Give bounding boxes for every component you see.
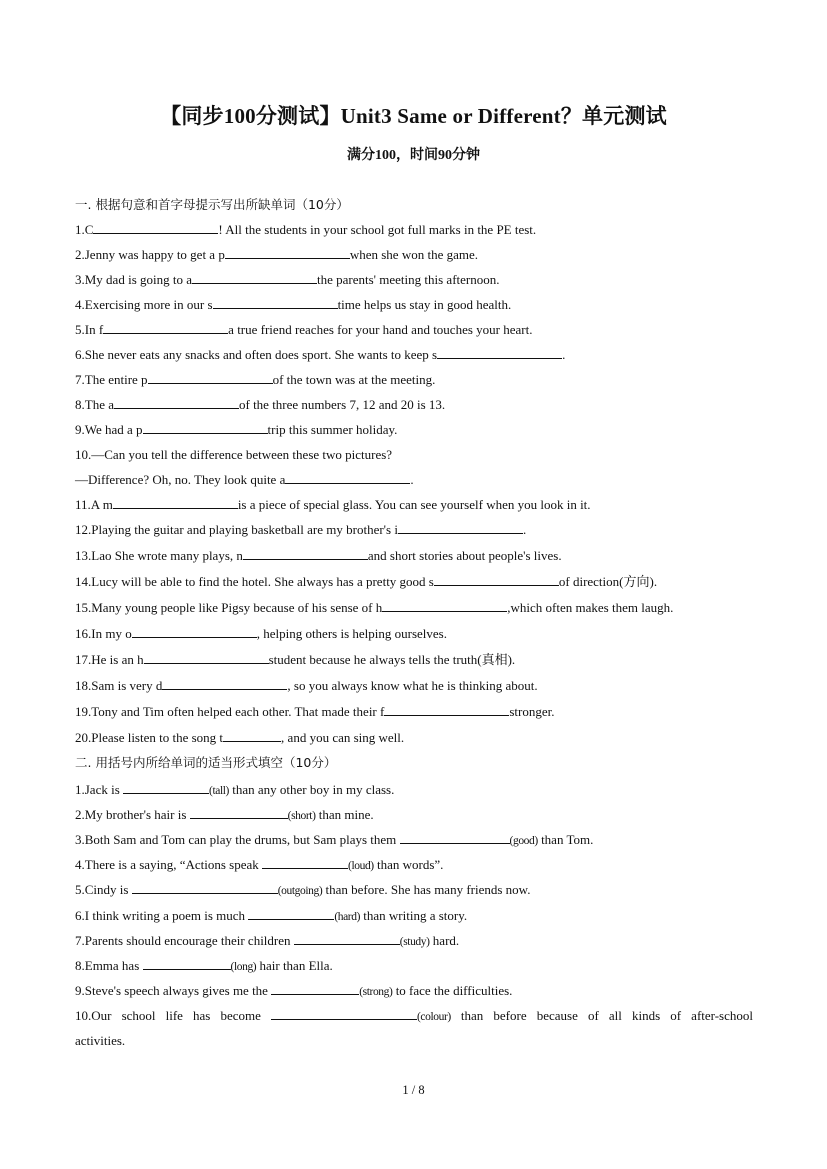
answer-blank[interactable] — [271, 982, 359, 995]
question-1-18: 18.Sam is very d , so you always know what he is thinking about. — [75, 678, 538, 693]
question-1-6: 6.She never eats any snacks and often does sport. She wants to keep s . — [75, 347, 566, 362]
section-one-heading: 一. 根据句意和首字母提示写出所缺单词（10分） — [75, 197, 349, 212]
answer-blank[interactable] — [190, 806, 288, 819]
question-1-9: 9.We had a p trip this summer holiday. — [75, 422, 398, 437]
question-1-8: 8.The a of the three numbers 7, 12 and 20 is 13. — [75, 397, 446, 412]
answer-blank[interactable] — [143, 957, 231, 970]
answer-blank[interactable] — [192, 271, 317, 284]
answer-blank[interactable] — [248, 907, 334, 920]
answer-blank[interactable] — [243, 547, 368, 560]
question-1-14: 14.Lucy will be able to find the hotel. She always has a pretty good s of direction(方向). — [75, 574, 658, 589]
answer-blank[interactable] — [113, 496, 238, 509]
answer-blank[interactable] — [162, 677, 287, 690]
question-1-7: 7.The entire p of the town was at the meeting. — [75, 372, 436, 387]
question-1-1: 1.C ! All the students in your school got full marks in the PE test. — [75, 222, 537, 237]
question-1-19: 19.Tony and Tim often helped each other. That made their f stronger. — [75, 704, 555, 719]
question-2-6: 6.I think writing a poem is much (hard) than writing a story. — [75, 908, 468, 923]
answer-blank[interactable] — [132, 625, 257, 638]
question-2-3: 3.Both Sam and Tom can play the drums, but Sam plays them (good) than Tom. — [75, 832, 594, 847]
question-1-17: 17.He is an h student because he always tells the truth(真相). — [75, 652, 516, 667]
answer-blank[interactable] — [223, 729, 281, 742]
answer-blank[interactable] — [434, 573, 559, 586]
answer-blank[interactable] — [123, 781, 209, 794]
answer-blank[interactable] — [103, 321, 228, 334]
answer-blank[interactable] — [143, 421, 268, 434]
question-1-4: 4.Exercising more in our s time helps us stay in good health. — [75, 297, 512, 312]
question-2-9: 9.Steve's speech always gives me the (strong) to face the difficulties. — [75, 983, 513, 998]
page-title: 【同步100分测试】Unit3 Same or Different？单元测试 — [160, 104, 667, 128]
answer-blank[interactable] — [398, 521, 523, 534]
question-1-3: 3.My dad is going to a the parents' meeting this afternoon. — [75, 272, 500, 287]
section-two-heading: 二. 用括号内所给单词的适当形式填空（10分） — [75, 755, 337, 770]
answer-blank[interactable] — [132, 881, 278, 894]
page-number: 1 / 8 — [402, 1083, 425, 1097]
question-1-13: 13.Lao She wrote many plays, n and short stories about people's lives. — [75, 548, 562, 563]
question-2-4: 4.There is a saying, “Actions speak (loud) than words”. — [75, 857, 444, 872]
question-2-10: 10.Our school life has become (colour) than before because of all kinds of after-school — [75, 1008, 753, 1023]
question-2-2: 2.My brother's hair is (short) than mine. — [75, 807, 374, 822]
answer-blank[interactable] — [262, 856, 348, 869]
question-1-5: 5.In f a true friend reaches for your hand and touches your heart. — [75, 322, 533, 337]
answer-blank[interactable] — [437, 346, 562, 359]
answer-blank[interactable] — [144, 651, 269, 664]
question-2-8: 8.Emma has (long) hair than Ella. — [75, 958, 333, 973]
answer-blank[interactable] — [294, 932, 400, 945]
answer-blank[interactable] — [285, 471, 410, 484]
answer-blank[interactable] — [225, 246, 350, 259]
question-1-20: 20.Please listen to the song t , and you can sing well. — [75, 730, 405, 745]
question-1-11: 11.A m is a piece of special glass. You can see yourself when you look in it. — [75, 497, 591, 512]
question-1-2: 2.Jenny was happy to get a p when she won the game. — [75, 247, 479, 262]
document-content — [75, 196, 753, 1049]
question-1-10b: —Difference? Oh, no. They look quite a . — [75, 472, 414, 487]
question-1-16: 16.In my o , helping others is helping ourselves. — [75, 626, 447, 641]
answer-blank[interactable] — [148, 371, 273, 384]
question-1-12: 12.Playing the guitar and playing basketball are my brother's i . — [75, 522, 527, 537]
answer-blank[interactable] — [213, 296, 338, 309]
question-1-15: 15.Many young people like Pigsy because of his sense of h ,which often makes them laugh. — [75, 600, 674, 615]
answer-blank[interactable] — [114, 396, 239, 409]
question-1-10a: 10.—Can you tell the difference between these two pictures? — [75, 447, 393, 462]
answer-blank[interactable] — [271, 1007, 417, 1020]
answer-blank[interactable] — [400, 831, 510, 844]
answer-blank[interactable] — [382, 599, 507, 612]
answer-blank[interactable] — [93, 221, 218, 234]
question-2-5: 5.Cindy is (outgoing) than before. She has many friends now. — [75, 882, 531, 897]
question-2-1: 1.Jack is (tall) than any other boy in my class. — [75, 782, 395, 797]
question-2-7: 7.Parents should encourage their children (study) hard. — [75, 933, 460, 948]
question-2-10-continued: activities. — [75, 1033, 126, 1048]
answer-blank[interactable] — [384, 703, 509, 716]
page-subtitle: 满分100，时间90分钟 — [347, 148, 480, 163]
